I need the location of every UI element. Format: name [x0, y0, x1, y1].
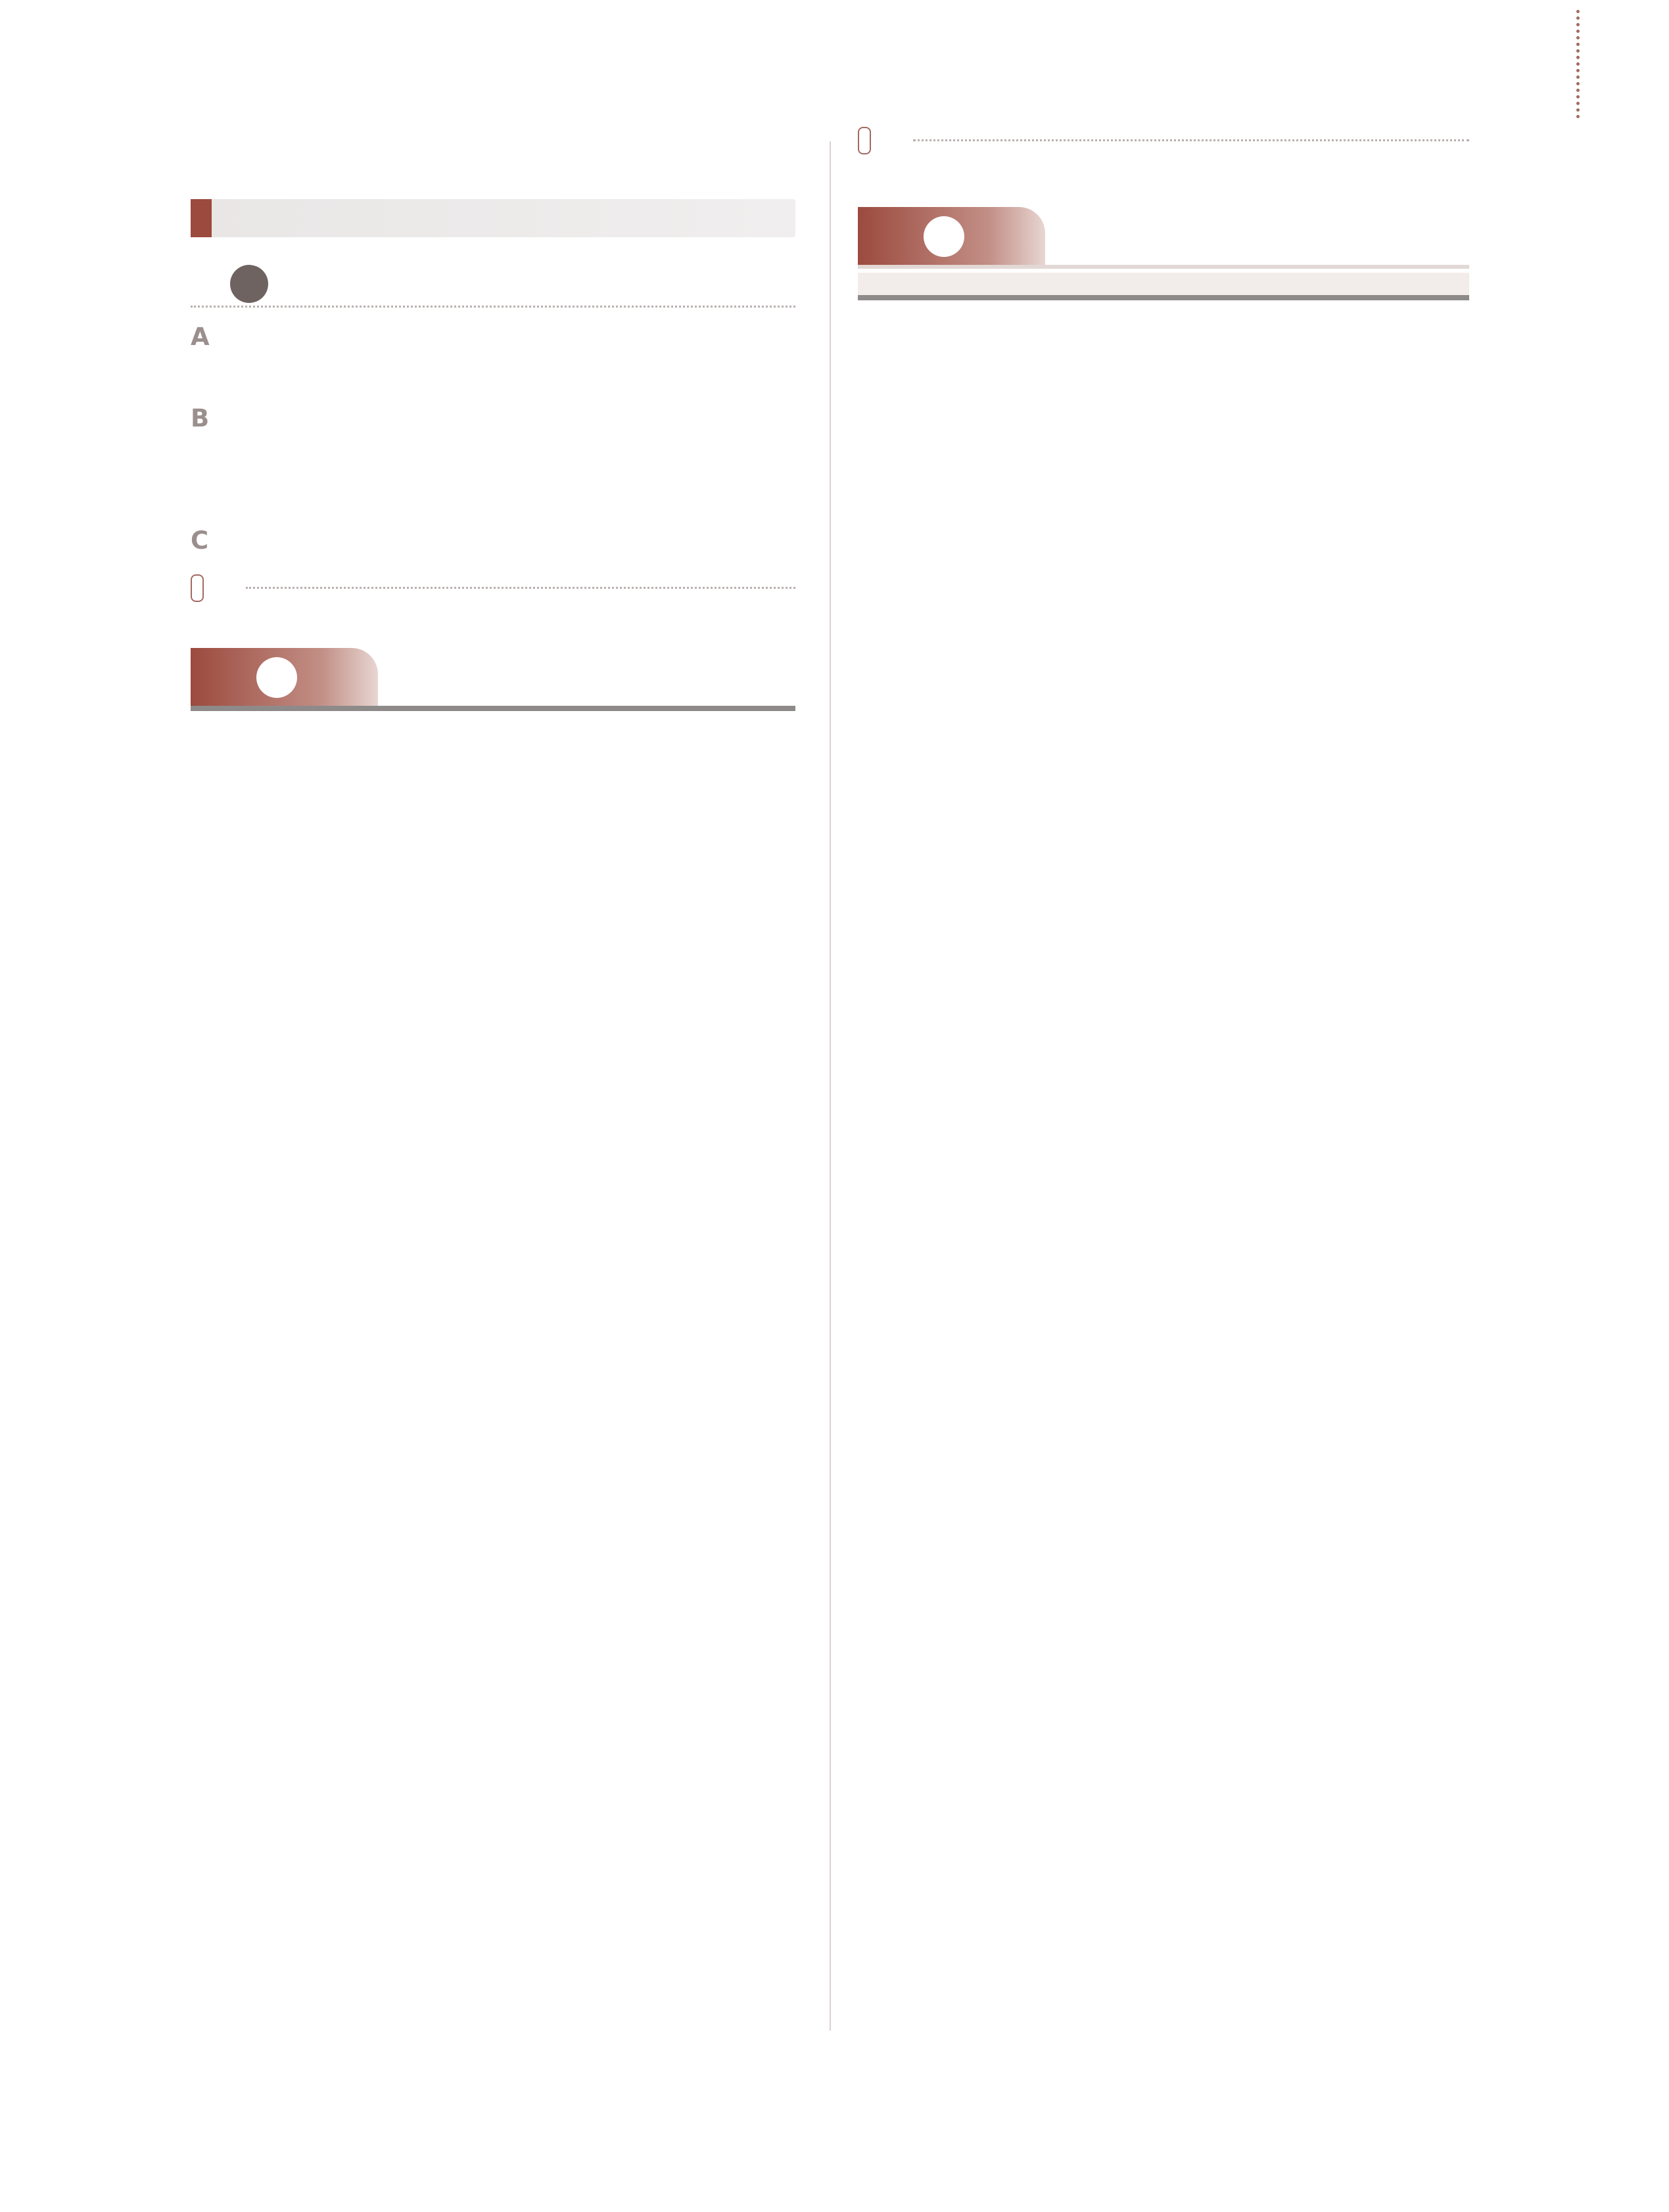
writing-section-header	[191, 648, 795, 714]
answer-row	[191, 439, 795, 480]
tab-underline	[858, 265, 1469, 269]
section-letter-a: A	[191, 323, 210, 351]
answer-row	[191, 480, 795, 520]
answer-row	[191, 398, 795, 439]
answer-item	[230, 520, 239, 561]
naesin-tab	[858, 207, 1045, 267]
basic-answers	[191, 317, 795, 561]
naesin-answers	[858, 273, 1469, 300]
dotted-rule	[246, 587, 795, 589]
left-column	[191, 128, 795, 726]
answer-item	[506, 439, 515, 480]
section-letter-b: B	[191, 404, 209, 432]
answer-item	[506, 520, 515, 561]
answer-item	[230, 357, 239, 398]
column-divider	[830, 141, 831, 2031]
basic-section-header	[191, 260, 795, 308]
answer-item	[506, 357, 515, 398]
tab-underline	[191, 706, 795, 711]
side-dots-decoration	[1576, 10, 1580, 118]
answer-row	[191, 520, 795, 561]
writing-tab	[191, 648, 378, 708]
answer-item	[230, 398, 239, 439]
ssak-badge-icon	[256, 657, 297, 698]
section-letter-c: C	[191, 526, 208, 555]
ssak-badge-icon	[924, 216, 964, 257]
haeseok-label	[191, 574, 204, 602]
answer-item	[506, 317, 515, 357]
page-footer	[1481, 2078, 1492, 2107]
unit-header	[191, 199, 795, 237]
haeseok-label	[858, 127, 871, 154]
answer-item	[506, 398, 515, 439]
answer-item	[644, 317, 653, 357]
answer-row	[191, 357, 795, 398]
answer-item	[230, 439, 239, 480]
intro-section	[191, 128, 795, 169]
answer-item	[368, 520, 377, 561]
answer-item	[230, 480, 239, 520]
unit-tag	[191, 199, 212, 237]
naesin-section-header	[858, 207, 1469, 273]
right-column	[858, 128, 1469, 300]
haeseok-header-left	[191, 570, 795, 603]
intro-line	[191, 128, 795, 169]
answer-row	[191, 317, 795, 357]
answer-item	[230, 317, 239, 357]
haeseok-header-right	[858, 123, 1469, 156]
ssak-badge-icon	[230, 265, 268, 303]
dotted-rule	[913, 139, 1469, 141]
